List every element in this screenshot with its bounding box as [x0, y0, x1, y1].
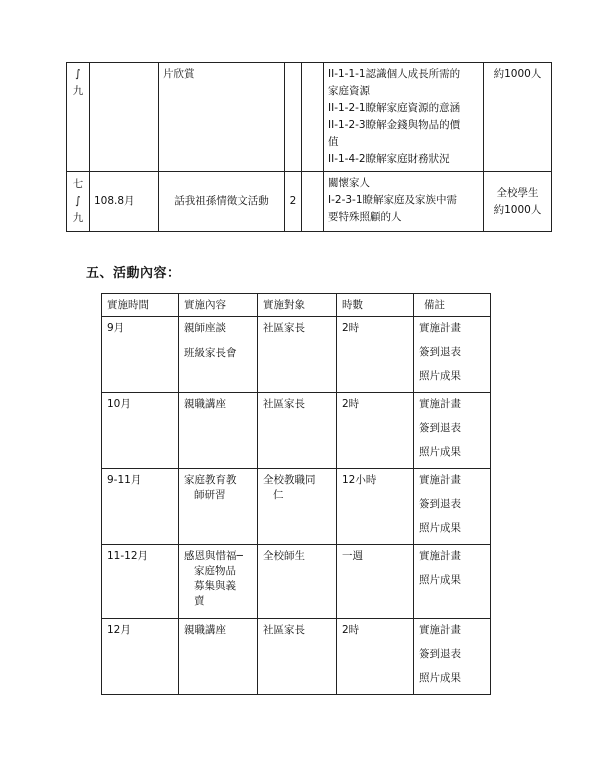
hours-cell: 2 — [285, 172, 302, 232]
participants-cell: 全校學生 約1000人 — [484, 172, 552, 232]
content-cell: 親師座談 班級家長會 — [179, 317, 258, 393]
activity-cell: 話我祖孫情徵文活動 — [159, 172, 285, 232]
activity-table — [101, 293, 491, 695]
header-hours: 時數 — [337, 294, 414, 317]
table-row — [102, 619, 491, 695]
notes-cell: 實施計畫 簽到退表 照片成果 — [414, 619, 491, 695]
table-header-row — [102, 294, 491, 317]
indicators-cell: II-1-1-1認識個人成長所需的 家庭資源 II-1-2-1瞭解家庭資源的意涵 II-1-2-3瞭解金錢與物品的價 值 II-1-4-2瞭解家庭財務狀況 — [324, 63, 484, 172]
time-cell: 11-12月 — [102, 545, 179, 619]
time-cell: 9-11月 — [102, 469, 179, 545]
date-cell — [90, 63, 159, 172]
notes-cell: 實施計畫 簽到退表 照片成果 — [414, 393, 491, 469]
target-cell: 全校教職同 仁 — [258, 469, 337, 545]
spacer-cell — [302, 172, 324, 232]
header-notes: 備註 — [414, 294, 491, 317]
content-cell: 親職講座 — [179, 619, 258, 695]
header-target: 實施對象 — [258, 294, 337, 317]
hours-cell — [285, 63, 302, 172]
hours-cell: 12小時 — [337, 469, 414, 545]
table-row — [102, 469, 491, 545]
target-cell: 社區家長 — [258, 317, 337, 393]
time-cell: 9月 — [102, 317, 179, 393]
period-cell: ∫ 九 — [67, 63, 90, 172]
date-cell: 108.8月 — [90, 172, 159, 232]
notes-cell: 實施計畫 簽到退表 照片成果 — [414, 317, 491, 393]
hours-cell: 一週 — [337, 545, 414, 619]
spacer-cell — [302, 63, 324, 172]
notes-cell: 實施計畫 照片成果 — [414, 545, 491, 619]
period-cell: 七 ∫ 九 — [67, 172, 90, 232]
time-cell: 10月 — [102, 393, 179, 469]
table-row — [67, 172, 552, 232]
hours-cell: 2時 — [337, 317, 414, 393]
section-heading: 五、活動內容： — [86, 266, 181, 281]
target-cell: 社區家長 — [258, 619, 337, 695]
participants-cell: 約1000人 — [484, 63, 552, 172]
time-cell: 12月 — [102, 619, 179, 695]
notes-cell: 實施計畫 簽到退表 照片成果 — [414, 469, 491, 545]
activity-cell: 片欣賞 — [159, 63, 285, 172]
content-cell: 感恩與惜福─ 家庭物品 募集與義 賣 — [179, 545, 258, 619]
target-cell: 全校師生 — [258, 545, 337, 619]
header-time: 實施時間 — [102, 294, 179, 317]
plan-table-continued — [66, 62, 552, 232]
hours-cell: 2時 — [337, 619, 414, 695]
table-row — [102, 393, 491, 469]
target-cell: 社區家長 — [258, 393, 337, 469]
content-cell: 親職講座 — [179, 393, 258, 469]
table-row — [102, 545, 491, 619]
content-cell: 家庭教育教 師研習 — [179, 469, 258, 545]
hours-cell: 2時 — [337, 393, 414, 469]
table-row — [102, 317, 491, 393]
header-content: 實施內容 — [179, 294, 258, 317]
indicators-cell: 關懷家人 I-2-3-1瞭解家庭及家族中需 要特殊照顧的人 — [324, 172, 484, 232]
table-row — [67, 63, 552, 172]
